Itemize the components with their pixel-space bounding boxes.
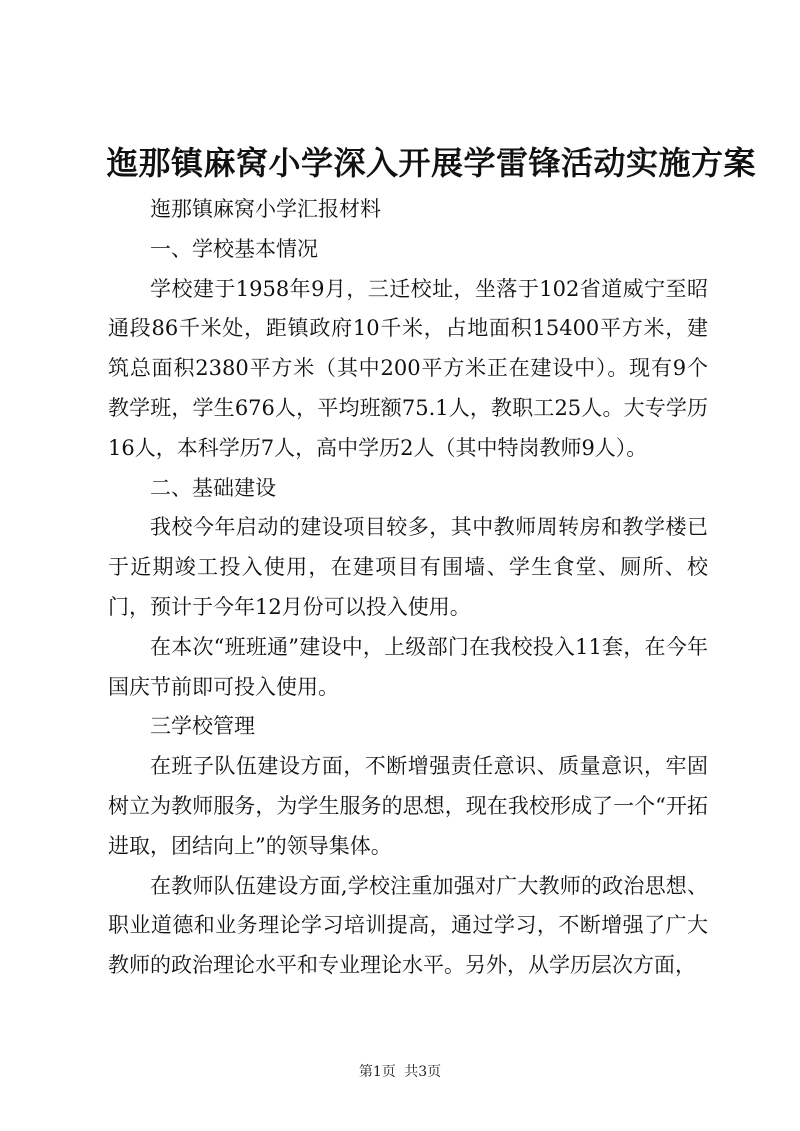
section-heading-infrastructure: 二、基础建设 [150, 475, 276, 500]
paragraph-teacher-team: 在教师队伍建设方面,学校注重加强对广大教师的政治思想、职业道德和业务理论学习培训提高，通过学习，不断增强了广大教师的政治理论水平和专业理论水平。另外，从学历层次方面， [108, 873, 708, 978]
page-total: 共3页 [404, 1064, 442, 1080]
paragraph-leadership-team: 在班子队伍建设方面，不断增强责任意识、质量意识，牢固树立为教师服务，为学生服务的思想，现在我校形成了一个“开拓进取，团结向上”的领导集体。 [108, 754, 708, 858]
section-heading-basic-info: 一、学校基本情况 [150, 236, 318, 261]
paragraph-banbantong: 在本次“班班通”建设中，上级部门在我校投入11套，在今年国庆节前即可投入使用。 [108, 634, 708, 699]
page-footer [0, 1062, 800, 1082]
document-title: 迤那镇麻窝小学深入开展学雷锋活动实施方案 [106, 144, 757, 182]
paragraph-school-overview: 学校建于1958年9月，三迁校址，坐落于102省道威宁至昭通段86千米处，距镇政府10千米，占地面积15400平方米，建筑总面积2380平方米（其中200平方米正在建设中）。现有9个教学班，学生676人，平均班额75.1人，教职工25人。大专学历16人，本科学历7人，高中学历2人（其中特岗教师9人）。 [108, 276, 708, 460]
section-heading-management: 三学校管理 [150, 714, 255, 739]
report-subtitle: 迤那镇麻窝小学汇报材料 [150, 197, 381, 221]
page-number: 第1页 [358, 1064, 396, 1080]
document-body [108, 190, 708, 986]
paragraph-construction-projects: 我校今年启动的建设项目较多，其中教师周转房和教学楼已于近期竣工投入使用，在建项目有围墙、学生食堂、厕所、校门，预计于今年12月份可以投入使用。 [108, 515, 708, 619]
